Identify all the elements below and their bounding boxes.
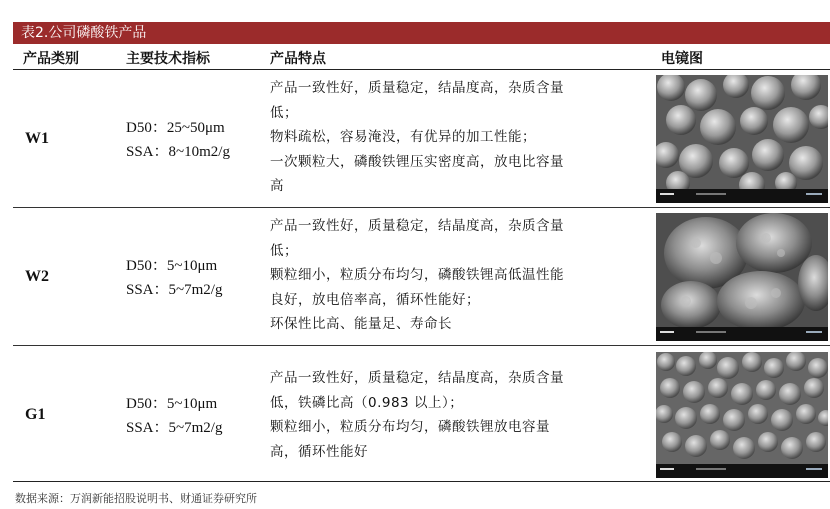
feature-line: 高，循环性能好 [270,443,368,460]
spec-ssa: SSA：8~10m2/g [126,144,230,160]
spec-d50: D50：5~10μm [126,258,218,274]
feature-line: 一次颗粒大，磷酸铁锂压实密度高，放电比容量 [270,153,564,170]
feature-line: 产品一致性好，质量稳定，结晶度高，杂质含量 [270,218,564,234]
row-features [270,214,640,337]
row-category: W1 [25,130,49,147]
row-specs [126,254,222,302]
header-image: 电镜图 [661,51,703,67]
source-note: 数据来源：万润新能招股说明书、财通证券研究所 [15,492,257,505]
header-specs: 主要技术指标 [126,51,210,67]
feature-line: 低，铁磷比高（0.983 以上）； [270,394,464,411]
feature-line: 物料疏松，容易淹没，有优异的加工性能； [270,129,536,145]
feature-line: 良好，放电倍率高，循环性能好； [270,291,480,308]
row-category: W2 [25,268,49,285]
row-category: G1 [25,406,46,423]
header-features: 产品特点 [270,51,326,67]
spec-ssa: SSA：5~7m2/g [126,282,223,298]
row-features [270,366,640,464]
header-category: 产品类别 [23,51,79,67]
sem-image [656,75,828,203]
table-row [13,70,830,208]
table-bottom-rule [13,481,830,482]
feature-line: 环保性比高、能量足、寿命长 [270,316,452,332]
feature-line: 产品一致性好，质量稳定，结晶度高，杂质含量 [270,80,564,96]
feature-line: 产品一致性好，质量稳定，结晶度高，杂质含量 [270,370,564,386]
feature-line: 颗粒细小，粒质分布均匀，磷酸铁锂高低温性能 [270,267,564,283]
row-features [270,76,640,199]
table-title: 表2.公司磷酸铁产品 [13,22,830,44]
feature-line: 颗粒细小，粒质分布均匀，磷酸铁锂放电容量 [270,419,550,435]
table-row [13,346,830,481]
row-specs [126,116,230,164]
spec-ssa: SSA：5~7m2/g [126,420,223,436]
table-header [13,44,830,70]
spec-d50: D50：5~10μm [126,396,218,412]
row-specs [126,392,222,440]
table-row [13,208,830,346]
spec-d50: D50：25~50μm [126,120,225,136]
feature-line: 低； [270,242,298,259]
sem-image [656,352,828,478]
feature-line: 高 [270,178,284,194]
feature-line: 低； [270,104,298,121]
sem-image [656,213,828,341]
